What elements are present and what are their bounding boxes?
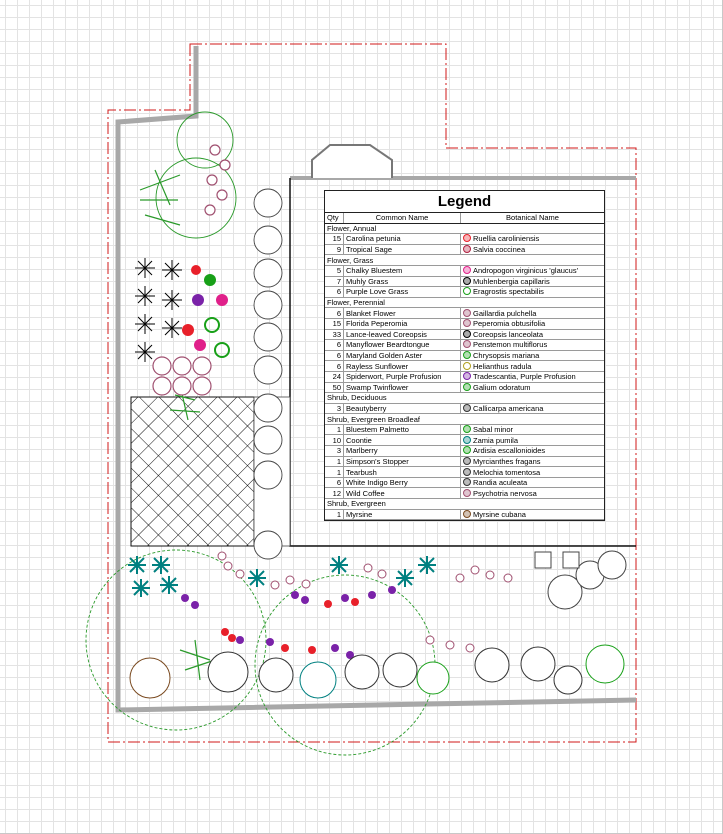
legend-group-label: Shrub, Evergreen Broadleaf bbox=[325, 414, 604, 425]
blanket-flower-icon bbox=[463, 309, 471, 317]
beautyberry-icon bbox=[463, 404, 471, 412]
legend-body bbox=[325, 223, 604, 520]
plant-qty: 12 bbox=[325, 488, 344, 499]
plant-qty: 6 bbox=[325, 361, 344, 372]
plant-qty: 1 bbox=[325, 509, 344, 520]
coreopsis-icon bbox=[463, 330, 471, 338]
plant-botanical-name: Muhlenbergia capillaris bbox=[473, 276, 550, 286]
legend-row bbox=[325, 329, 604, 340]
plant-legend bbox=[324, 190, 605, 521]
plant-common-name: Beautyberry bbox=[344, 403, 461, 414]
legend-row bbox=[325, 424, 604, 435]
plant-qty: 1 bbox=[325, 424, 344, 435]
legend-group-row bbox=[325, 414, 604, 425]
plant-qty: 3 bbox=[325, 446, 344, 457]
plant-common-name: Tearbush bbox=[344, 467, 461, 478]
legend-row bbox=[325, 265, 604, 276]
plant-botanical-name: Andropogon virginicus 'glaucus' bbox=[473, 266, 579, 276]
plant-qty: 5 bbox=[325, 265, 344, 276]
plant-qty: 7 bbox=[325, 276, 344, 287]
plant-botanical-name: Helianthus radula bbox=[473, 361, 532, 371]
plant-botanical-name: Ardisia escallonioides bbox=[473, 446, 546, 456]
plant-botanical-name: Penstemon multiflorus bbox=[473, 340, 548, 350]
botanical-name-header: Botanical Name bbox=[461, 213, 605, 223]
legend-row bbox=[325, 467, 604, 478]
legend-row bbox=[325, 477, 604, 488]
plant-common-name: Simpson's Stopper bbox=[344, 456, 461, 467]
plant-botanical-cell bbox=[461, 509, 605, 520]
legend-row bbox=[325, 361, 604, 372]
legend-group-label: Flower, Annual bbox=[325, 223, 604, 234]
plant-botanical-cell bbox=[461, 234, 605, 245]
indigo-berry-icon bbox=[463, 478, 471, 486]
plant-qty: 24 bbox=[325, 371, 344, 382]
plant-common-name: Myrsine bbox=[344, 509, 461, 520]
plant-qty: 9 bbox=[325, 244, 344, 255]
plant-botanical-name: Peperomia obtusifolia bbox=[473, 319, 546, 329]
plant-qty: 10 bbox=[325, 435, 344, 446]
plant-botanical-cell bbox=[461, 244, 605, 255]
bottom-shrub-row bbox=[130, 645, 624, 698]
plant-botanical-cell bbox=[461, 371, 605, 382]
plant-botanical-name: Myrsine cubana bbox=[473, 509, 526, 519]
plant-botanical-cell bbox=[461, 318, 605, 329]
legend-row bbox=[325, 350, 604, 361]
corner-shrubs bbox=[535, 551, 626, 609]
plant-common-name: Maryland Golden Aster bbox=[344, 350, 461, 361]
legend-row bbox=[325, 488, 604, 499]
plant-qty: 3 bbox=[325, 403, 344, 414]
plant-qty: 15 bbox=[325, 234, 344, 245]
legend-row bbox=[325, 287, 604, 298]
plant-botanical-cell bbox=[461, 350, 605, 361]
sage-flower-icon bbox=[463, 245, 471, 253]
plant-common-name: Tropical Sage bbox=[344, 244, 461, 255]
plant-botanical-cell bbox=[461, 361, 605, 372]
legend-row bbox=[325, 244, 604, 255]
black-burst-icon bbox=[463, 277, 471, 285]
plant-botanical-cell bbox=[461, 446, 605, 457]
plant-botanical-cell bbox=[461, 467, 605, 478]
house-bay bbox=[312, 145, 392, 178]
legend-group-label: Shrub, Evergreen bbox=[325, 499, 604, 510]
plant-botanical-name: Tradescantia, Purple Profusion bbox=[473, 372, 576, 382]
sunflower-icon bbox=[463, 362, 471, 370]
spiderwort-icon bbox=[463, 372, 471, 380]
legend-table bbox=[325, 213, 604, 520]
plant-common-name: Bluestem Palmetto bbox=[344, 424, 461, 435]
plant-common-name: Lance-leaved Coreopsis bbox=[344, 329, 461, 340]
lattice-patio bbox=[131, 397, 254, 546]
plant-common-name: Coontie bbox=[344, 435, 461, 446]
stopper-icon bbox=[463, 457, 471, 465]
plant-botanical-name: Ruellia caroliniensis bbox=[473, 234, 540, 244]
red-flower-icon bbox=[463, 234, 471, 242]
plant-botanical-cell bbox=[461, 477, 605, 488]
flower-bed-left bbox=[182, 265, 229, 357]
border-bed bbox=[128, 552, 512, 659]
plant-botanical-name: Coreopsis lanceolata bbox=[473, 329, 544, 339]
plant-common-name: Muhly Grass bbox=[344, 276, 461, 287]
aster-icon bbox=[463, 351, 471, 359]
plant-botanical-cell bbox=[461, 382, 605, 393]
legend-title: Legend bbox=[325, 191, 604, 213]
legend-row bbox=[325, 318, 604, 329]
legend-group-row bbox=[325, 297, 604, 308]
plant-botanical-cell bbox=[461, 403, 605, 414]
plant-common-name: Purple Love Grass bbox=[344, 287, 461, 298]
legend-row bbox=[325, 403, 604, 414]
plant-common-name: White Indigo Berry bbox=[344, 477, 461, 488]
plant-common-name: Rayless Sunflower bbox=[344, 361, 461, 372]
plant-botanical-cell bbox=[461, 435, 605, 446]
pink-burst-icon bbox=[463, 266, 471, 274]
plant-common-name: Manyflower Beardtongue bbox=[344, 340, 461, 351]
plant-common-name: Blanket Flower bbox=[344, 308, 461, 319]
plant-common-name: Marlberry bbox=[344, 446, 461, 457]
plant-botanical-name: Salvia coccinea bbox=[473, 245, 526, 255]
plant-common-name: Wild Coffee bbox=[344, 488, 461, 499]
common-name-header: Common Name bbox=[344, 213, 461, 223]
palmetto-icon bbox=[463, 425, 471, 433]
green-ring-icon bbox=[463, 287, 471, 295]
plant-qty: 6 bbox=[325, 477, 344, 488]
plant-botanical-cell bbox=[461, 456, 605, 467]
marlberry-icon bbox=[463, 446, 471, 454]
legend-row bbox=[325, 340, 604, 351]
plant-botanical-name: Psychotria nervosa bbox=[473, 488, 537, 498]
plant-botanical-cell bbox=[461, 276, 605, 287]
qty-header: Qty bbox=[325, 213, 344, 223]
plant-common-name: Spiderwort, Purple Profusion bbox=[344, 371, 461, 382]
plant-botanical-name: Galium odoratum bbox=[473, 382, 531, 392]
plant-common-name: Swamp Twinflower bbox=[344, 382, 461, 393]
plant-botanical-cell bbox=[461, 265, 605, 276]
plant-botanical-name: Zamia pumila bbox=[473, 435, 519, 445]
plant-botanical-name: Eragrostis spectabilis bbox=[473, 287, 544, 297]
plant-qty: 15 bbox=[325, 318, 344, 329]
plant-qty: 6 bbox=[325, 287, 344, 298]
legend-row bbox=[325, 276, 604, 287]
plant-common-name: Chalky Bluestem bbox=[344, 265, 461, 276]
myrsine-icon bbox=[463, 510, 471, 518]
plant-botanical-name: Gaillardia pulchella bbox=[473, 308, 537, 318]
plant-qty: 6 bbox=[325, 340, 344, 351]
plant-qty: 33 bbox=[325, 329, 344, 340]
legend-row bbox=[325, 446, 604, 457]
plant-botanical-name: Sabal minor bbox=[473, 425, 514, 435]
plant-qty: 6 bbox=[325, 308, 344, 319]
tearbush-icon bbox=[463, 468, 471, 476]
legend-group-row bbox=[325, 255, 604, 266]
plant-qty: 1 bbox=[325, 467, 344, 478]
twinflower-icon bbox=[463, 383, 471, 391]
plant-qty: 1 bbox=[325, 456, 344, 467]
legend-group-label: Flower, Perennial bbox=[325, 297, 604, 308]
legend-row bbox=[325, 382, 604, 393]
plant-botanical-cell bbox=[461, 329, 605, 340]
legend-row bbox=[325, 234, 604, 245]
legend-group-row bbox=[325, 393, 604, 404]
muhly-grass-group bbox=[135, 258, 182, 362]
legend-row bbox=[325, 509, 604, 520]
plant-botanical-name: Randia aculeata bbox=[473, 478, 528, 488]
coontie-icon bbox=[463, 436, 471, 444]
plant-botanical-cell bbox=[461, 340, 605, 351]
plant-common-name: Carolina petunia bbox=[344, 234, 461, 245]
beardtongue-icon bbox=[463, 340, 471, 348]
plant-botanical-cell bbox=[461, 287, 605, 298]
plant-botanical-cell bbox=[461, 488, 605, 499]
legend-group-row bbox=[325, 223, 604, 234]
legend-row bbox=[325, 435, 604, 446]
legend-row bbox=[325, 371, 604, 382]
wild-coffee-icon bbox=[463, 489, 471, 497]
plant-botanical-name: Myrcianthes fragans bbox=[473, 456, 541, 466]
legend-group-row bbox=[325, 499, 604, 510]
plant-botanical-name: Chrysopsis mariana bbox=[473, 351, 540, 361]
plant-botanical-name: Melochia tomentosa bbox=[473, 467, 541, 477]
legend-group-label: Flower, Grass bbox=[325, 255, 604, 266]
plant-botanical-cell bbox=[461, 308, 605, 319]
legend-row bbox=[325, 456, 604, 467]
plant-botanical-cell bbox=[461, 424, 605, 435]
plant-qty: 6 bbox=[325, 350, 344, 361]
legend-group-label: Shrub, Deciduous bbox=[325, 393, 604, 404]
plant-qty: 50 bbox=[325, 382, 344, 393]
legend-header-row bbox=[325, 213, 604, 223]
plant-common-name: Florida Peperomia bbox=[344, 318, 461, 329]
plant-botanical-name: Callicarpa americana bbox=[473, 403, 544, 413]
legend-row bbox=[325, 308, 604, 319]
peperomia-icon bbox=[463, 319, 471, 327]
